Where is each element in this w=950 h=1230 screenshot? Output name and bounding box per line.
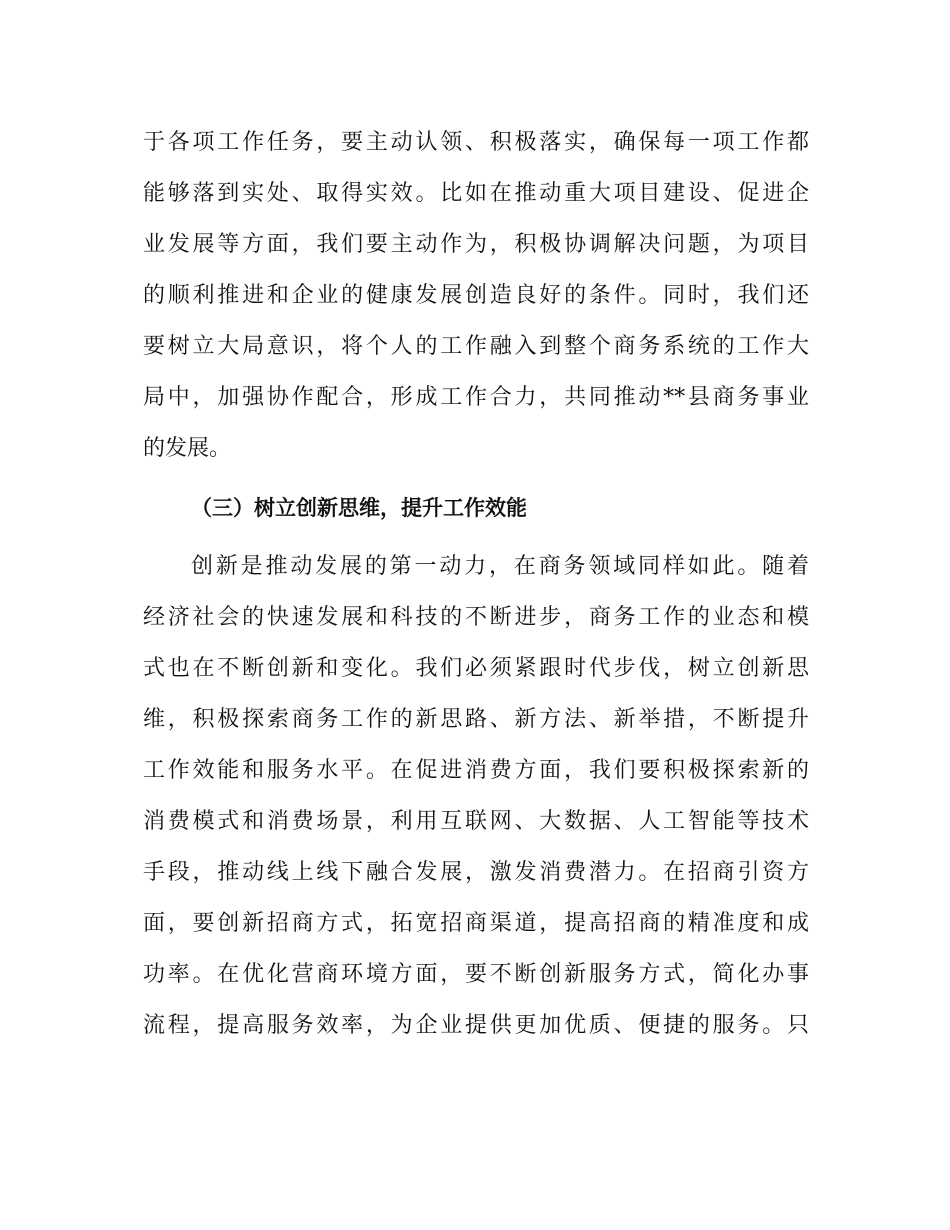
paragraph-2-line-8: 面，要创新招商方式，拓宽招商渠道，提高招商的精准度和成: [143, 911, 809, 936]
section-heading: （三）树立创新思维，提升工作效能: [191, 496, 527, 520]
paragraph-2-line-3: 式也在不断创新和变化。我们必须紧跟时代步伐，树立创新思: [143, 656, 809, 681]
paragraph-1-line-2: 能够落到实处、取得实效。比如在推动重大项目建设、促进企: [143, 181, 809, 206]
paragraph-2-line-7: 手段，推动线上线下融合发展，激发消费潜力。在招商引资方: [143, 860, 809, 885]
paragraph-2-line-9: 功率。在优化营商环境方面，要不断创新服务方式，简化办事: [143, 962, 809, 987]
paragraph-1-line-7: 的发展。: [143, 436, 232, 461]
paragraph-1-line-4: 的顺利推进和企业的健康发展创造良好的条件。同时，我们还: [143, 283, 809, 308]
paragraph-1-line-1: 于各项工作任务，要主动认领、积极落实，确保每一项工作都: [143, 130, 809, 155]
paragraph-1-line-5: 要树立大局意识，将个人的工作融入到整个商务系统的工作大: [143, 334, 809, 359]
paragraph-2-line-2: 经济社会的快速发展和科技的不断进步，商务工作的业态和模: [143, 605, 809, 630]
paragraph-2-line-1: 创新是推动发展的第一动力，在商务领域同样如此。随着: [191, 554, 809, 579]
paragraph-1-line-6: 局中，加强协作配合，形成工作合力，共同推动**县商务事业: [143, 385, 809, 410]
paragraph-2-line-5: 工作效能和服务水平。在促进消费方面，我们要积极探索新的: [143, 758, 809, 783]
paragraph-2-line-10: 流程，提高服务效率，为企业提供更加优质、便捷的服务。只: [143, 1013, 809, 1038]
paragraph-1-line-3: 业发展等方面，我们要主动作为，积极协调解决问题，为项目: [143, 232, 809, 257]
paragraph-2-line-6: 消费模式和消费场景，利用互联网、大数据、人工智能等技术: [143, 809, 809, 834]
paragraph-2-line-4: 维，积极探索商务工作的新思路、新方法、新举措，不断提升: [143, 707, 809, 732]
